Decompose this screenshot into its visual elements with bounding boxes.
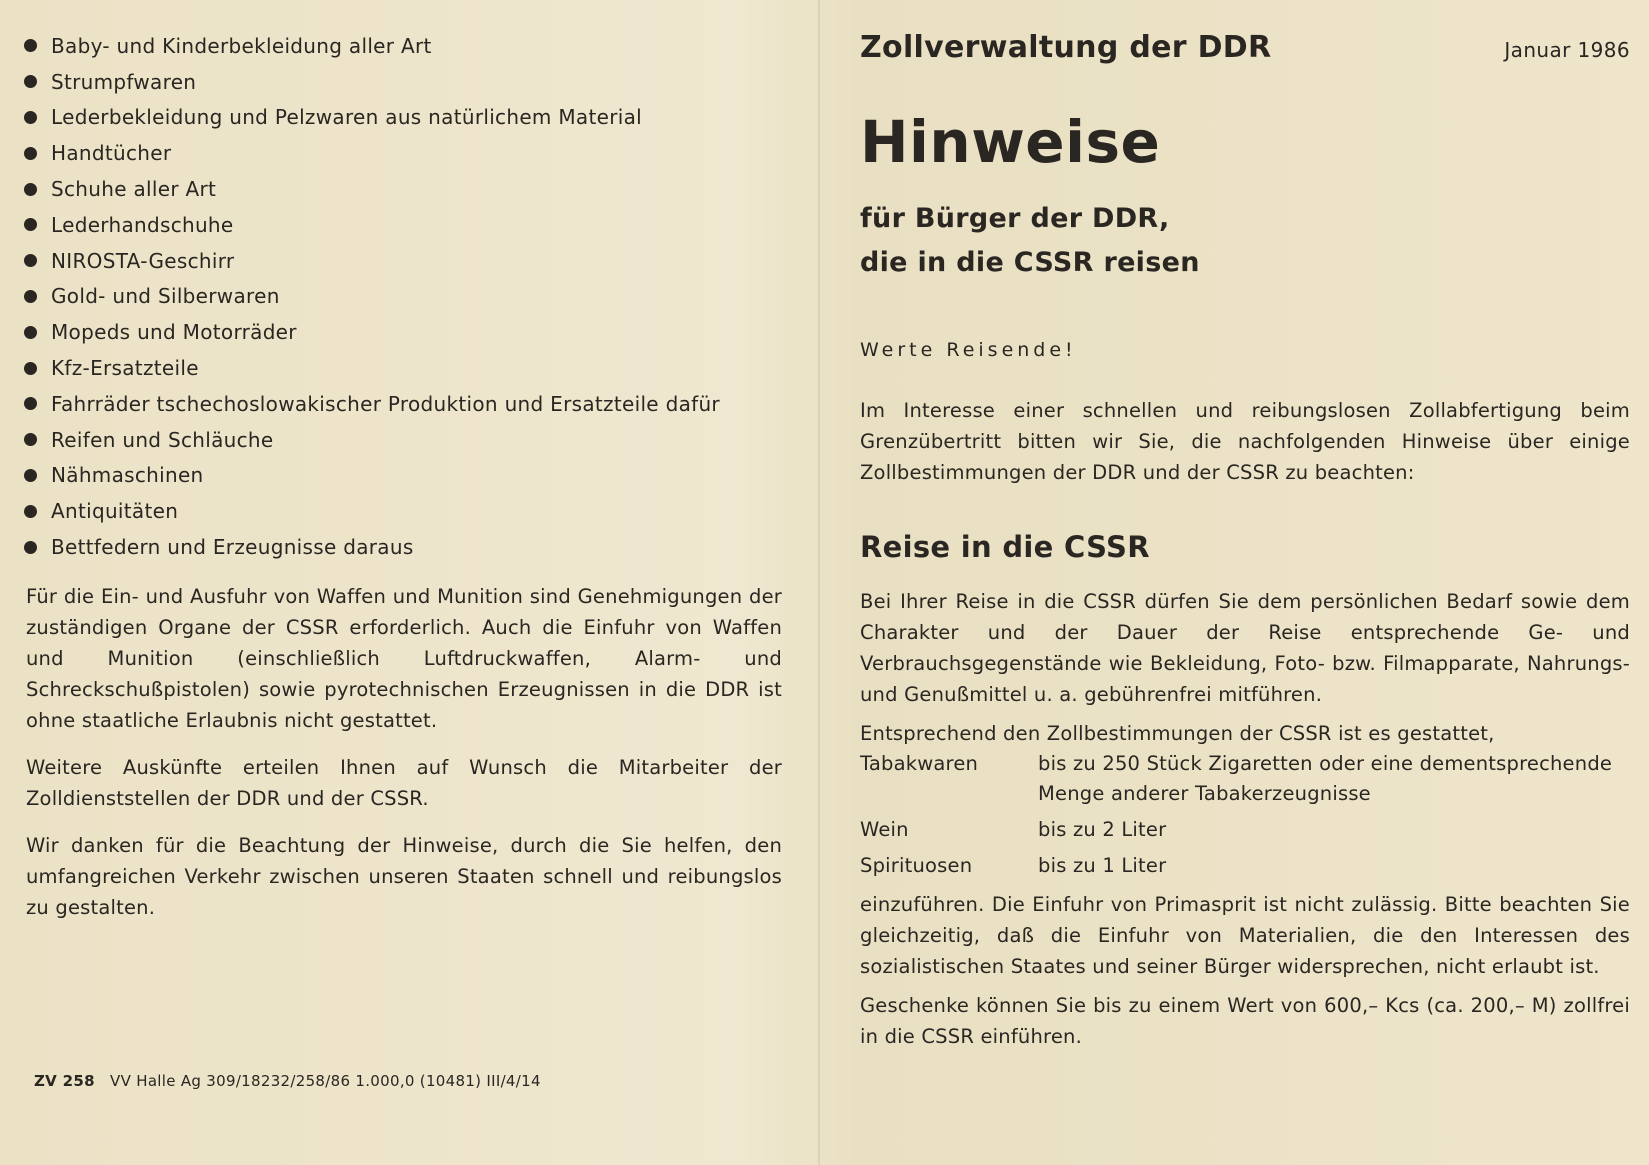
list-item: Schuhe aller Art bbox=[22, 171, 782, 207]
list-item: Lederbekleidung und Pelzwaren aus natürlichem Material bbox=[22, 100, 782, 136]
bullet-icon bbox=[24, 75, 37, 88]
bullet-icon bbox=[24, 505, 37, 518]
list-item: Handtücher bbox=[22, 135, 782, 171]
bullet-icon bbox=[24, 290, 37, 303]
bullet-icon bbox=[24, 469, 37, 482]
regulations-intro: Entsprechend den Zollbestimmungen der CSSR ist es gestattet, bbox=[860, 722, 1495, 745]
list-item: Mopeds und Motorräder bbox=[22, 314, 782, 350]
list-item: Gold- und Silberwaren bbox=[22, 279, 782, 315]
issue-date: Januar 1986 bbox=[1504, 38, 1630, 62]
bullet-icon bbox=[24, 183, 37, 196]
bullet-icon bbox=[24, 147, 37, 160]
information-paragraph: Weitere Auskünfte erteilen Ihnen auf Wunsch die Mitarbeiter der Zolldienststellen der DDR und der CSSR. bbox=[26, 755, 782, 810]
allowance-item: Spirituosen bbox=[860, 854, 973, 877]
subtitle-line-2: die in die CSSR reisen bbox=[860, 247, 1200, 278]
bullet-icon bbox=[24, 254, 37, 267]
header bbox=[860, 30, 1630, 65]
list-item: Fahrräder tschechoslowakischer Produktion und Ersatzteile dafür bbox=[22, 386, 782, 422]
restricted-items-list bbox=[22, 28, 782, 565]
allowance-amount: bis zu 1 Liter bbox=[1038, 854, 1167, 877]
list-item: Nähmaschinen bbox=[22, 458, 782, 494]
list-item: Baby- und Kinderbekleidung aller Art bbox=[22, 28, 782, 64]
intro-paragraph: Im Interesse einer schnellen und reibungslosen Zollabfertigung beim Grenzübertritt bitten wir Sie, die nachfolgenden Hinweise über einige Zollbestimmungen der DDR und der CSSR zu beachten: bbox=[860, 399, 1630, 484]
list-item: Strumpfwaren bbox=[22, 64, 782, 100]
right-column bbox=[860, 30, 1630, 1052]
thanks-paragraph: Wir danken für die Beachtung der Hinweise, durch die Sie helfen, den umfangreichen Verkehr zwischen unseren Staaten schnell und reibungslos zu gestalten. bbox=[26, 833, 782, 919]
list-item: Lederhandschuhe bbox=[22, 207, 782, 243]
list-item: Kfz-Ersatzteile bbox=[22, 350, 782, 386]
table-row bbox=[860, 845, 1630, 881]
list-item: Bettfedern und Erzeugnisse daraus bbox=[22, 529, 782, 565]
page-title: Hinweise bbox=[860, 108, 1161, 176]
table-row bbox=[860, 749, 1630, 809]
allowance-item: Wein bbox=[860, 818, 909, 841]
allowance-item: Tabakwaren bbox=[860, 752, 979, 775]
list-item: Antiquitäten bbox=[22, 493, 782, 529]
bullet-icon bbox=[24, 39, 37, 52]
gifts-paragraph: Geschenke können Sie bis zu einem Wert von 600,– Kcs (ca. 200,– M) zollfrei in die CSSR einführen. bbox=[860, 994, 1630, 1048]
allowance-paragraph: Bei Ihrer Reise in die CSSR dürfen Sie dem persönlichen Bedarf sowie dem Charakter und der Dauer der Reise entsprechende Ge- und Verbrauchsgegenstände wie Bekleidung, Foto- bzw. Filmapparate, Nahrungs- und Genußmittel u. a. gebührenfrei mitführen. bbox=[860, 590, 1630, 706]
bullet-icon bbox=[24, 218, 37, 231]
page-fold bbox=[818, 0, 820, 1165]
bullet-icon bbox=[24, 433, 37, 446]
form-code: ZV 258 bbox=[34, 1072, 95, 1090]
table-row bbox=[860, 809, 1630, 845]
allowance-amount: bis zu 250 Stück Zigaretten oder eine dementsprechende Menge anderer Tabakerzeugnisse bbox=[1038, 752, 1613, 805]
bullet-icon bbox=[24, 362, 37, 375]
print-imprint bbox=[34, 1072, 541, 1090]
bullet-icon bbox=[24, 326, 37, 339]
list-item: Reifen und Schläuche bbox=[22, 422, 782, 458]
printer-info: VV Halle Ag 309/18232/258/86 1.000,0 (10481) III/4/14 bbox=[110, 1072, 541, 1090]
section-title: Reise in die CSSR bbox=[860, 530, 1150, 564]
allowance-table bbox=[860, 749, 1630, 881]
left-column bbox=[22, 28, 782, 923]
bullet-icon bbox=[24, 397, 37, 410]
allowance-amount: bis zu 2 Liter bbox=[1038, 818, 1167, 841]
bullet-icon bbox=[24, 111, 37, 124]
bullet-icon bbox=[24, 541, 37, 554]
subtitle bbox=[860, 197, 1630, 285]
import-restrictions-paragraph: einzuführen. Die Einfuhr von Primasprit ist nicht zulässig. Bitte beachten Sie gleichzeitig, daß die Einfuhr von Materialien, die den Interessen des sozialistischen Staates und seiner Bürger widersprechen, nicht erlaubt ist. bbox=[860, 893, 1630, 978]
list-item: NIROSTA-Geschirr bbox=[22, 243, 782, 279]
subtitle-line-1: für Bürger der DDR, bbox=[860, 203, 1170, 234]
weapons-paragraph: Für die Ein- und Ausfuhr von Waffen und Munition sind Genehmigungen der zuständigen Organe der CSSR erforderlich. Auch die Einfuhr von Waffen und Munition (einschließlich Luftdruckwaffen, Alarm- und Schreckschußpistolen) sowie pyrotechnischen Erzeugnissen in die DDR ist ohne staatliche Erlaubnis nicht gestattet. bbox=[26, 584, 782, 732]
greeting: Werte Reisende! bbox=[860, 339, 1077, 361]
issuing-authority: Zollverwaltung der DDR bbox=[860, 30, 1272, 65]
